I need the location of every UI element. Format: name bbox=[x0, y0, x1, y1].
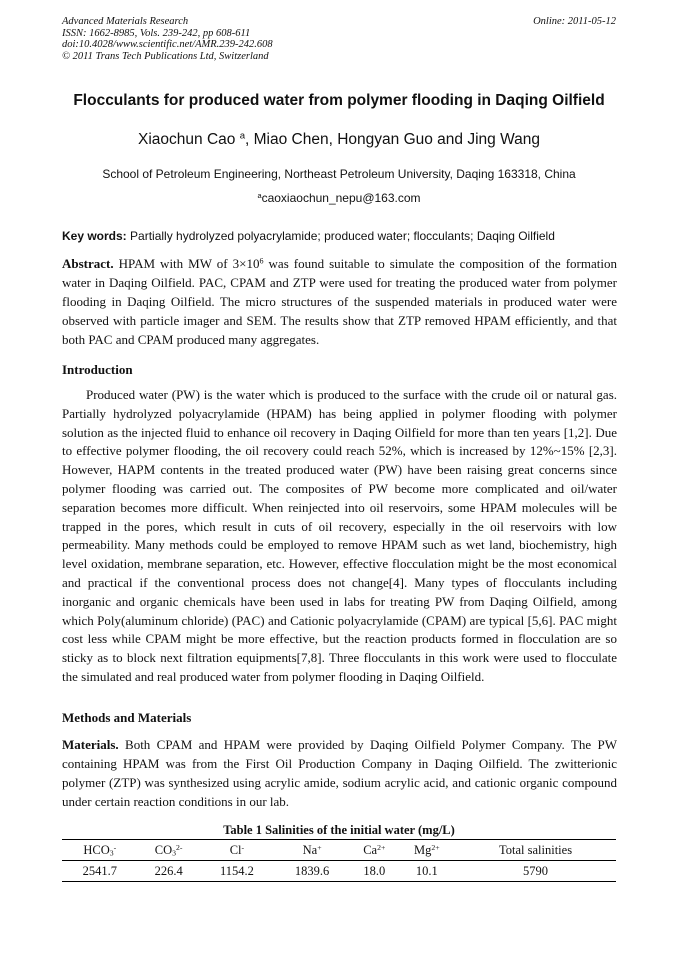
introduction-text: Produced water (PW) is the water which is produced to the surface with the crude oil or natural gas. Partially hydrolyzed polyacrylamide (HPAM) has being applied in polymer flooding with polymer solution as the injected fluid to enhance oil recovery in Daqing Oilfield for more than ten years [1,2]. Due to effective polymer flooding, the oil recovery could reach 52%, which is increased by 12%~15% [2,3]. However, HAPM contents in the treated produced water (PW) have been raising great concerns since polymer flooding was carried out. The composites of PW become more complicated and oil/water separation becomes more difficult. When reinjected into oil reservoirs, some HPAM molecules will be trapped in the pores, which result in cuts of oil recovery, especially in the oil reservoirs with low permeability. Many methods could be employed to remove HPAM such as wet land, biochemistry, high level oxidation, membrane separation, etc. However, effective flocculation might be the most economical and practical if the conventional process does not change[4]. Many types of flocculants including inorganic and organic chemicals have been used in labs for treating PW from Daqing Oilfield, among which Poly(aluminum chloride) (PAC) and Cationic polyacrylamide (CPAM) are typical [5,6]. PAC might cost less while CPAM might be more effective, but the reaction products formed in flocculation are so sticky as to block next filtration equipments[7,8]. Three flocculants in this work were used to flocculate the simulated and real produced water from polymer flooding in Daqing Oilfield. bbox=[62, 387, 617, 684]
materials-text: Both CPAM and HPAM were provided by Daqing Oilfield Polymer Company. The PW containing HPAM was from the First Oil Production Company in Daqing Oilfield. The zwitterionic polymer (ZTP) was synthesized using acrylic amide, sodium acrylic acid, and cationic organic compound under certain reaction conditions in our lab. bbox=[62, 737, 617, 809]
table-cell: 2541.7 bbox=[62, 861, 138, 882]
column-header-hco3: $HCO_3^-$ bbox=[62, 840, 138, 861]
table-cell: 10.1 bbox=[399, 861, 455, 882]
other-authors: , Miao Chen, Hongyan Guo and Jing Wang bbox=[245, 131, 540, 148]
doi-line[interactable]: doi:10.4028/www.scientific.net/AMR.239-242.608 bbox=[62, 39, 273, 50]
author-list bbox=[0, 131, 678, 149]
first-author: Xiaochun Cao bbox=[138, 131, 236, 148]
table-row bbox=[62, 861, 616, 882]
salinity-table bbox=[62, 839, 616, 882]
column-header-ca: $Ca^{2+}$ bbox=[350, 840, 399, 861]
affiliation: School of Petroleum Engineering, Northeast Petroleum University, Daqing 163318, China bbox=[102, 167, 576, 181]
table-cell: 1154.2 bbox=[200, 861, 275, 882]
author-email[interactable] bbox=[0, 191, 678, 205]
table-caption: Table 1 Salinities of the initial water (mg/L) bbox=[223, 823, 455, 837]
paper-title: Flocculants for produced water from polymer flooding in Daqing Oilfield bbox=[73, 92, 605, 109]
author-superscript: a bbox=[239, 130, 246, 142]
materials-label: Materials. bbox=[62, 737, 119, 752]
online-date: Online: 2011-05-12 bbox=[533, 16, 616, 27]
copyright-line: © 2011 Trans Tech Publications Ltd, Switzerland bbox=[62, 50, 269, 62]
abstract-label: Abstract. bbox=[62, 256, 114, 271]
table-cell: 5790 bbox=[455, 861, 616, 882]
column-header-mg: $Mg^{2+}$ bbox=[399, 840, 455, 861]
email-address[interactable]: caoxiaochun_nepu@163.com bbox=[261, 191, 421, 205]
materials-paragraph bbox=[62, 735, 617, 811]
abstract-text-pre: HPAM with MW of 3×10 bbox=[113, 256, 260, 271]
column-header-na: Na+ bbox=[274, 840, 350, 861]
table-cell: 226.4 bbox=[138, 861, 200, 882]
journal-name: Advanced Materials Research bbox=[62, 16, 189, 27]
column-header-total: Total salinities bbox=[455, 840, 616, 861]
abstract-text-post: was found suitable to simulate the composition of the formation water in Daqing Oilfield. PAC, CPAM and ZTP were used for treating the produced water from polymer flooding in Daqing Oilfield. The micro structures of the suspended materials in produced water were observed with particle imager and SEM. The results show that ZTP removed HPAM efficiently, and that both PAC and CPAM produced many aggregates. bbox=[62, 256, 617, 347]
keywords-label: Key words: bbox=[62, 229, 127, 243]
column-header-cl: Cl- bbox=[200, 840, 275, 861]
column-header-co3: $CO_3^{2-}$ bbox=[138, 840, 200, 861]
email-superscript: a bbox=[257, 190, 262, 200]
table-header-row bbox=[62, 840, 616, 861]
keywords bbox=[62, 229, 617, 243]
introduction-heading: Introduction bbox=[62, 362, 133, 377]
abstract-exponent: 6 bbox=[259, 256, 264, 266]
abstract bbox=[62, 254, 617, 349]
publication-header bbox=[62, 16, 616, 62]
methods-heading: Methods and Materials bbox=[62, 710, 192, 725]
table-cell: 1839.6 bbox=[274, 861, 350, 882]
table-cell: 18.0 bbox=[350, 861, 399, 882]
keywords-text: Partially hydrolyzed polyacrylamide; produced water; flocculants; Daqing Oilfield bbox=[126, 229, 555, 243]
issn-line: ISSN: 1662-8985, Vols. 239-242, pp 608-611 bbox=[62, 27, 251, 39]
